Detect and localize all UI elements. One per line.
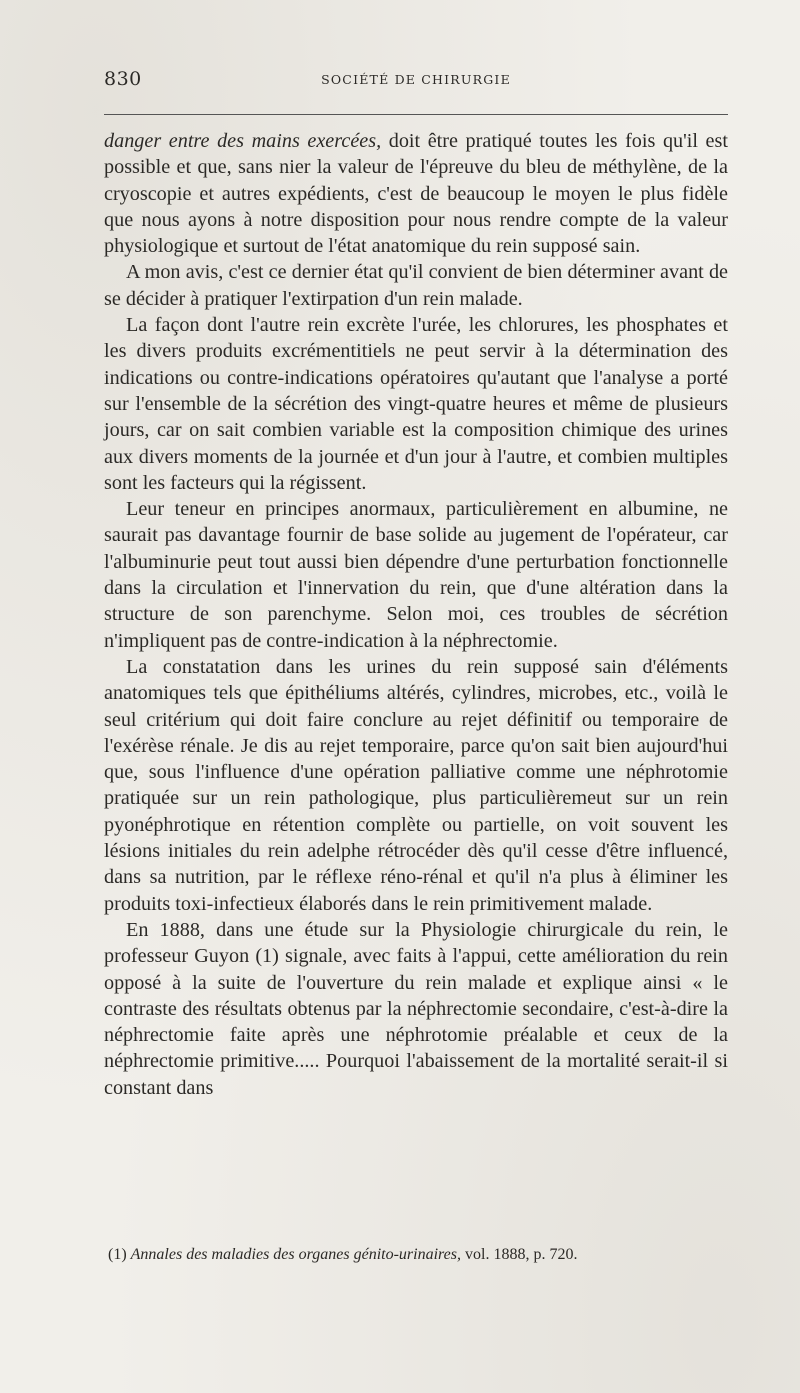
- footnote-title: Annales des maladies des organes génito-urinaires,: [130, 1246, 461, 1263]
- header-rule: [104, 114, 728, 115]
- paragraph-4: Leur teneur en principes anormaux, particulièrement en albumine, ne saurait pas davantage fournir de base solide au jugement de l'opérateur, car l'albuminurie peut tout aussi bien dépendre d'une perturbation fonctionnelle dans la circulation et l'innervation du rein, que d'une altération dans la structure de son parenchyme. Selon moi, ces troubles de sécrétion n'impliquent pas de contre-indication à la néphrectomie.: [104, 498, 728, 652]
- paragraph-6: En 1888, dans une étude sur la Physiologie chirurgicale du rein, le professeur Guyon (1) signale, avec faits à l'appui, cette amélioration du rein opposé à la suite de l'ouverture du rein malade et explique ainsi « le contraste des résultats obtenus par la néphrectomie secondaire, c'est-à-dire la néphrectomie faite après une néphrotomie préalable et ceux de la néphrectomie primitive..... Pourquoi l'abaissement de la mortalité serait-il si constant dans: [104, 918, 728, 1099]
- running-title: SOCIÉTÉ DE CHIRURGIE: [321, 72, 511, 87]
- paragraph-5: La constatation dans les urines du rein supposé sain d'éléments anatomiques tels que épithéliums altérés, cylindres, microbes, etc., voilà le seul critérium qui doit faire conclure au rejet définitif ou temporaire de l'exérèse rénale. Je dis au rejet temporaire, parce qu'on sait bien aujourd'hui que, sous l'influence d'une opération palliative comme une néphrotomie pratiquée sur un rein pathologique, plus particulièremeut sur un rein pyonéphrotique en rétention complète ou partielle, on voit souvent les lésions initiales du rein adelphe rétrocéder dès qu'il cesse d'être influencé, dans sa nutrition, par le réflexe réno-rénal et qu'il n'a plus à éliminer les produits toxi-infectieux élaborés dans le rein primitivement malade.: [104, 655, 728, 915]
- page-header: [104, 68, 728, 96]
- paragraph-2: A mon avis, c'est ce dernier état qu'il convient de bien déterminer avant de se décider à pratiquer l'extirpation d'un rein malade.: [104, 261, 728, 310]
- paragraph-1-italic-lead: danger entre des mains exercées,: [104, 130, 382, 152]
- page-number: 830: [104, 68, 142, 90]
- footnote-marker: (1): [108, 1246, 127, 1263]
- paragraph-1: [104, 128, 728, 259]
- body-text: [104, 128, 728, 1101]
- footnote: [104, 1245, 728, 1265]
- paragraph-1-text: doit être pratiqué toutes les fois qu'il est possible et que, sans nier la valeur de l'épreuve du bleu de méthylène, de la cryoscopie et autres expédients, c'est de beaucoup le moyen le plus fidèle que nous ayons à notre disposition pour nous rendre compte de la valeur physiologique et surtout de l'état anatomique du rein supposé sain.: [104, 130, 728, 258]
- paragraph-3: La façon dont l'autre rein excrète l'urée, les chlorures, les phosphates et les divers produits excrémentitiels ne peut servir à la détermination des indications ou contre-indications opératoires qu'autant que l'analyse a porté sur l'ensemble de la sécrétion des vingt-quatre heures et même de plusieurs jours, car on sait combien variable est la composition chimique des urines aux divers moments de la journée et d'un jour à l'autre, et combien multiples sont les facteurs qui la régissent.: [104, 314, 728, 494]
- footnote-rest: vol. 1888, p. 720.: [461, 1246, 578, 1263]
